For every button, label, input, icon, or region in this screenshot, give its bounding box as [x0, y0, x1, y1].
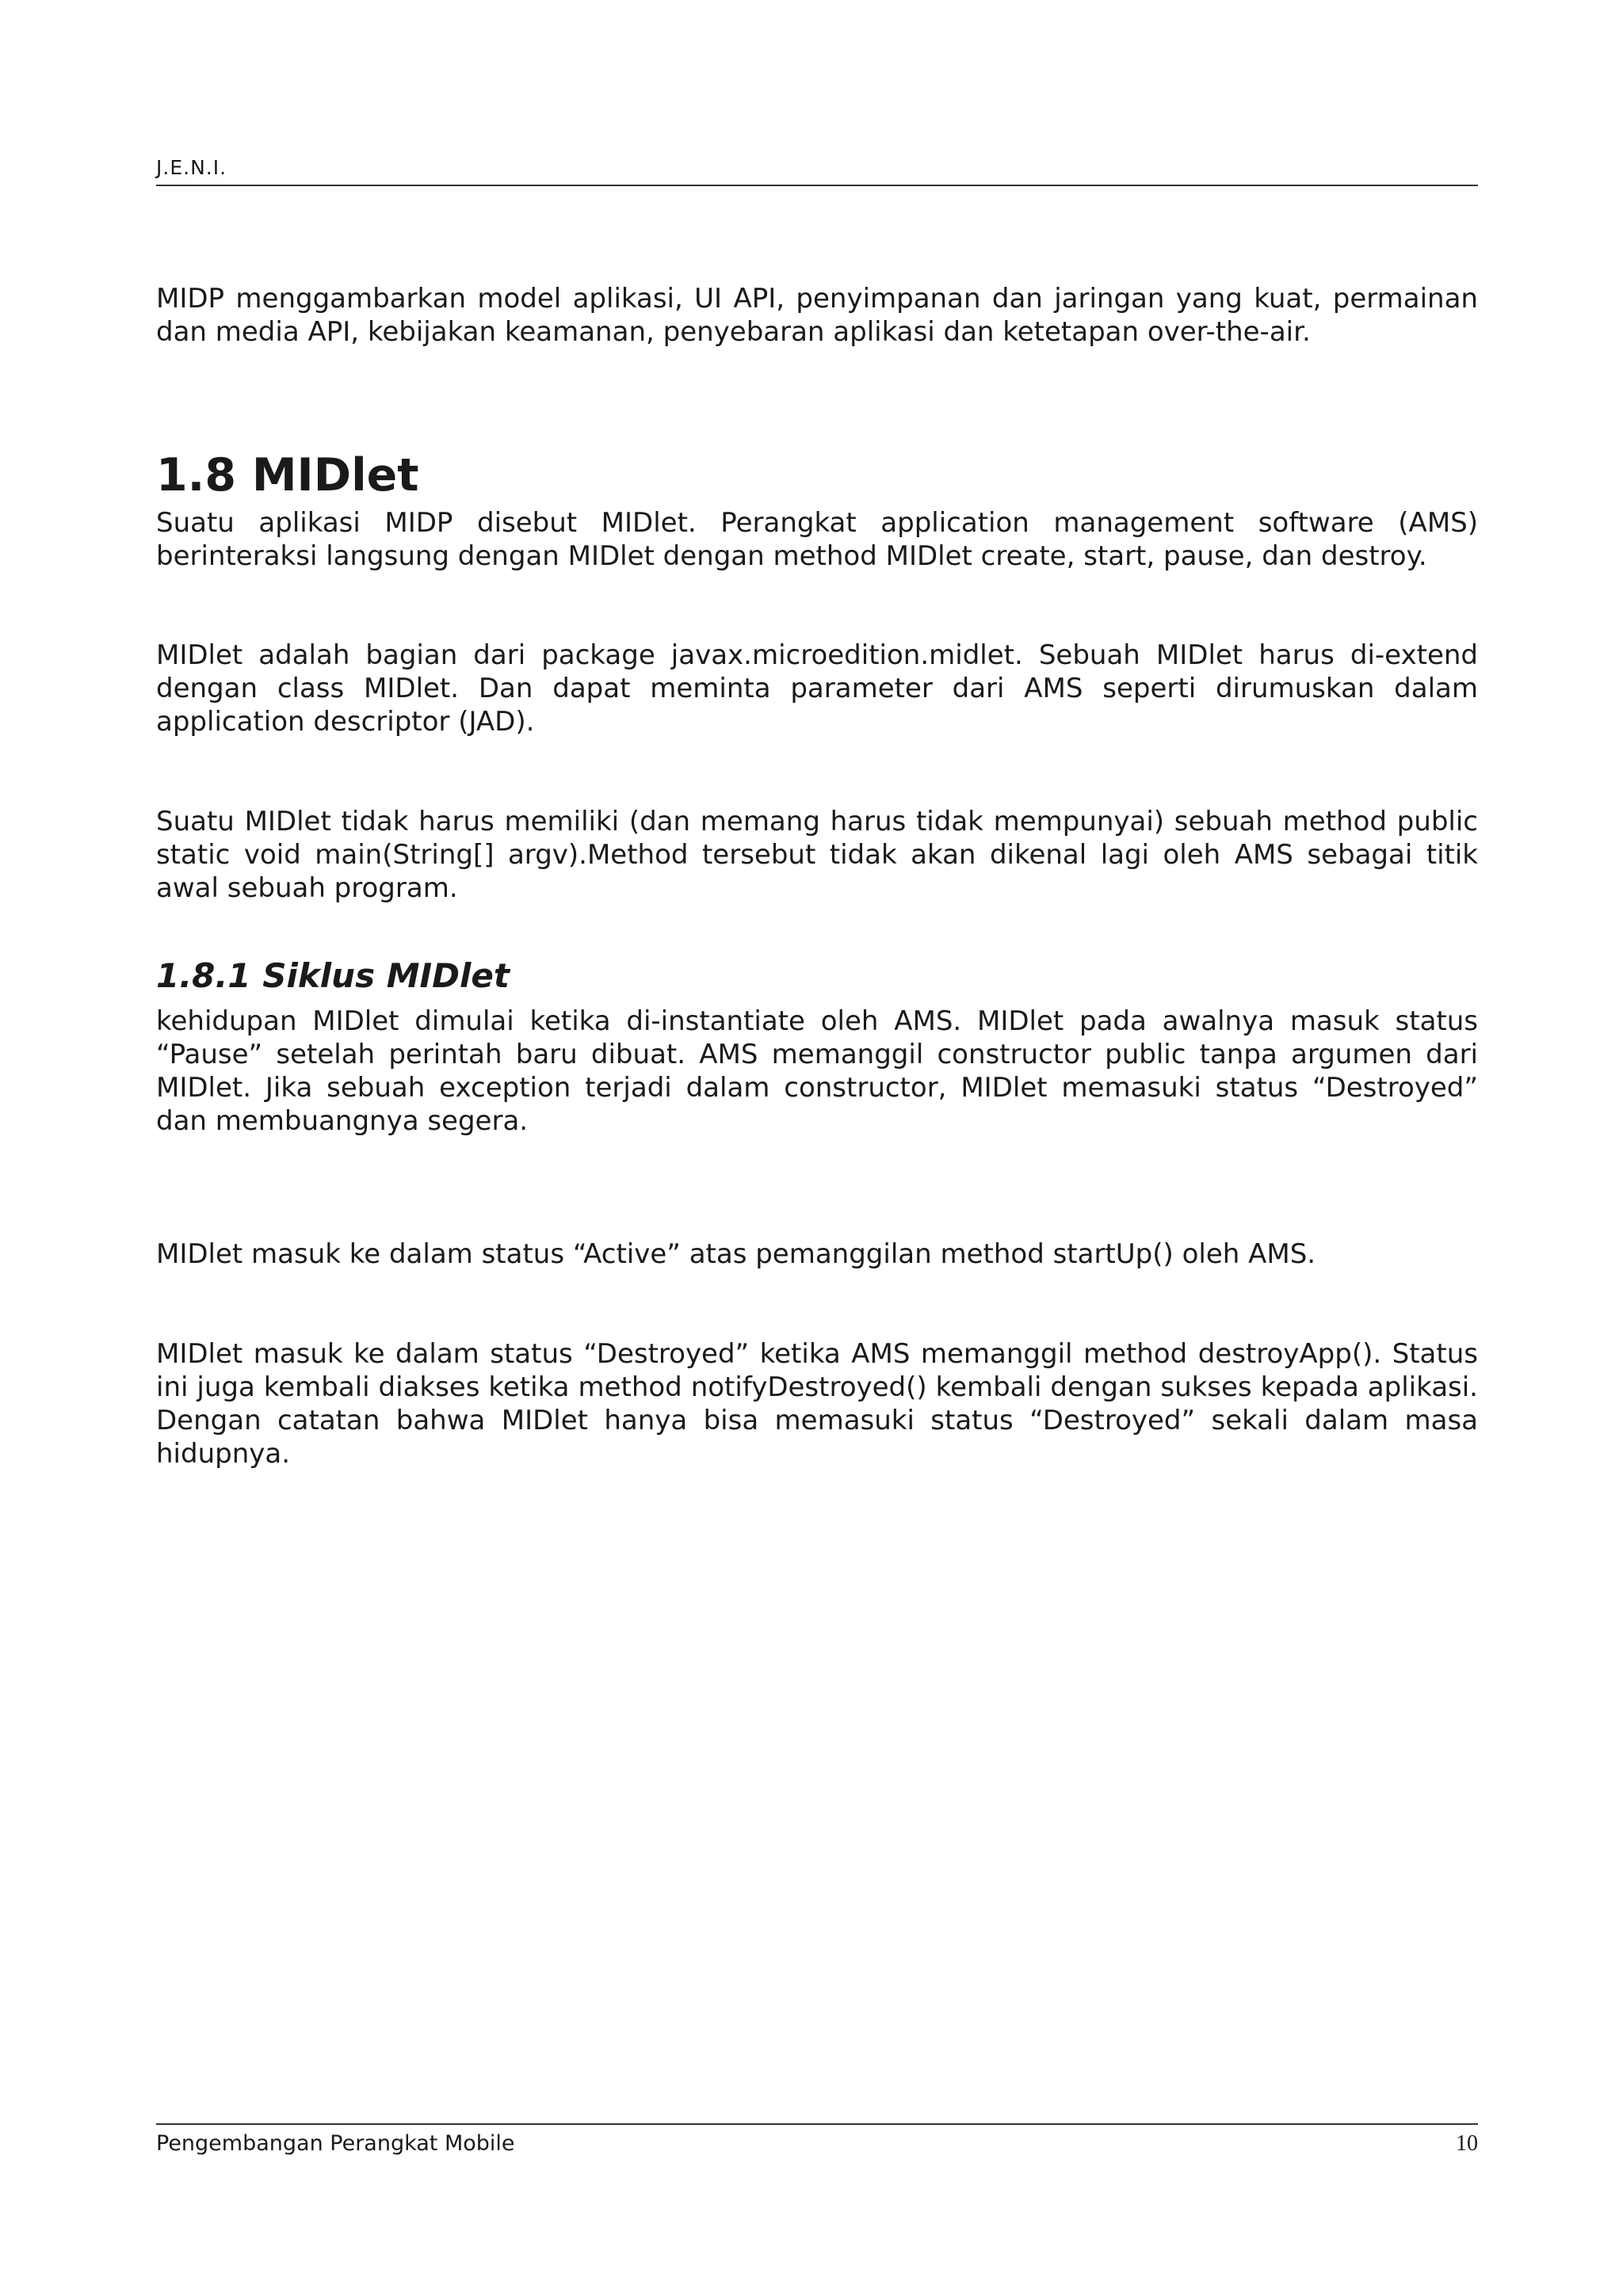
page-number: 10	[1456, 2131, 1478, 2156]
subsection-paragraph: MIDlet masuk ke dalam status “Destroyed” ketika AMS memanggil method destroyApp(). Status ini juga kembali diakses ketika method notifyDestroyed() kembali dengan sukses kepada aplikasi. Dengan catatan bahwa MIDlet hanya bisa memasuki status “Destroyed” sekali dalam masa hidupnya.	[156, 1338, 1478, 1470]
section-paragraph: MIDlet adalah bagian dari package javax.microedition.midlet. Sebuah MIDlet harus di-extend dengan class MIDlet. Dan dapat meminta parameter dari AMS seperti dirumuskan dalam application descriptor (JAD).	[156, 639, 1478, 738]
section-paragraph: Suatu MIDlet tidak harus memiliki (dan memang harus tidak mempunyai) sebuah method public static void main(String[] argv).Method tersebut tidak akan dikenal lagi oleh AMS sebagai titik awal sebuah program.	[156, 806, 1478, 904]
subsection-paragraph: MIDlet masuk ke dalam status “Active” atas pemanggilan method startUp() oleh AMS.	[156, 1238, 1316, 1270]
page-footer	[156, 2123, 1478, 2157]
footer-title: Pengembangan Perangkat Mobile	[156, 2131, 515, 2156]
subsection-heading: 1.8.1 Siklus MIDlet	[156, 956, 510, 995]
page-header	[156, 156, 1478, 186]
header-title: J.E.N.I.	[156, 156, 227, 179]
intro-paragraph: MIDP menggambarkan model aplikasi, UI API, penyimpanan dan jaringan yang kuat, permainan dan media API, kebijakan keamanan, penyebaran aplikasi dan ketetapan over-the-air.	[156, 283, 1478, 348]
subsection-paragraph: kehidupan MIDlet dimulai ketika di-instantiate oleh AMS. MIDlet pada awalnya masuk status “Pause” setelah perintah baru dibuat. AMS memanggil constructor public tanpa argumen dari MIDlet. Jika sebuah exception terjadi dalam constructor, MIDlet memasuki status “Destroyed” dan membuangnya segera.	[156, 1005, 1478, 1137]
section-paragraph: Suatu aplikasi MIDP disebut MIDlet. Perangkat application management software (AMS) berinteraksi langsung dengan MIDlet dengan method MIDlet create, start, pause, dan destroy.	[156, 507, 1478, 572]
section-heading: 1.8 MIDlet	[156, 449, 419, 502]
page-content	[156, 282, 1478, 1470]
